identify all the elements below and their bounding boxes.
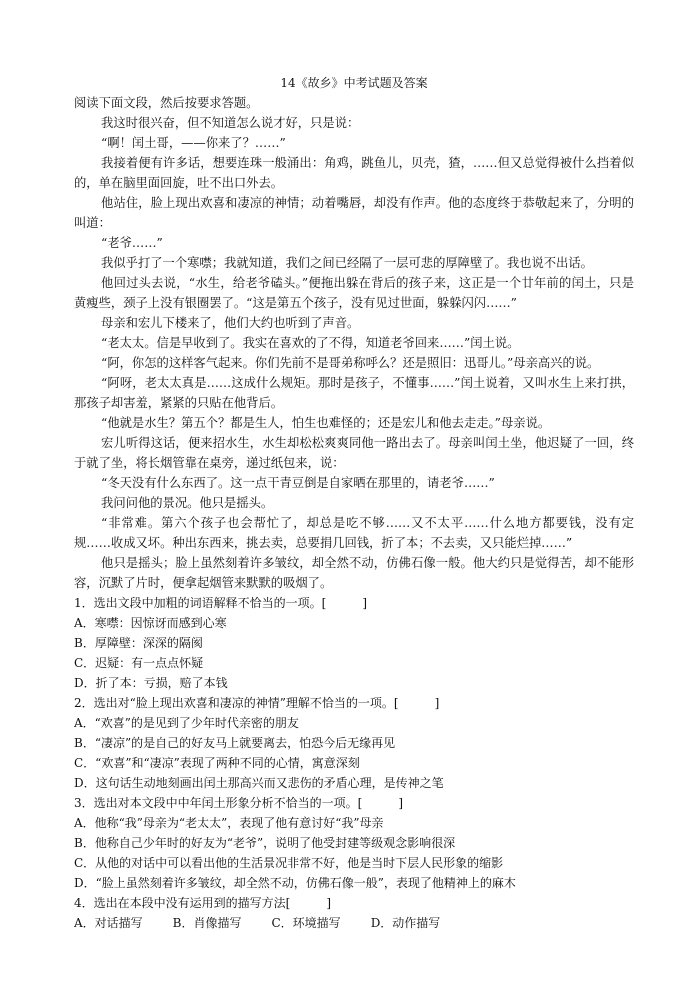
passage-paragraph: 他站住，脸上现出欢喜和凄凉的神情；动着嘴唇，却没有作声。他的态度终于恭敬起来了，分明的叫道： (74, 196, 634, 230)
passage-paragraph: “老爷……” (101, 236, 163, 250)
option-d: D．动作描写 (370, 916, 441, 930)
passage-paragraph: 他回过头去说，“水生，给老爷磕头。”便拖出躲在背后的孩子来，这正是一个廿年前的闰土，只是黄瘦些，颈子上没有银圈罢了。“这是第五个孩子，没有见过世面，躲躲闪闪……” (74, 276, 634, 310)
passage-paragraph: “啊！闰土哥，——你来了？……” (101, 136, 286, 150)
option-c: C．环境描写 (271, 916, 341, 930)
question-2 (74, 693, 634, 793)
option-b: B．他称自己少年时的好友为“老爷”，说明了他受封建等级观念影响很深 (74, 836, 456, 850)
passage-paragraph: 我这时很兴奋，但不知道怎么说才好，只是说： (101, 116, 360, 130)
passage-paragraph: “他就是水生？第五个？都是生人，怕生也难怪的；还是宏儿和他去走走。”母亲说。 (101, 416, 551, 430)
option-a: A．他称“我”母亲为“老太太”，表现了他有意讨好“我”母亲 (74, 816, 384, 830)
passage-paragraph: “冬天没有什么东西了。这一点干青豆倒是自家晒在那里的，请老爷……” (101, 476, 495, 490)
option-d: D．折了本：亏损，赔了本钱 (74, 676, 228, 690)
question-stem: 3．选出对本文段中中年闰土形象分析不恰当的一项。[ ] (74, 796, 404, 810)
option-c: C．迟疑：有一点点怀疑 (74, 656, 204, 670)
question-4 (74, 893, 634, 933)
option-c: C．“欢喜”和“凄凉”表现了两种不同的心情，寓意深刻 (74, 756, 360, 770)
passage-paragraph: 他只是摇头；脸上虽然刻着许多皱纹，却全然不动，仿佛石像一般。他大约只是觉得苦，却不能形容，沉默了片时，便拿起烟管来默默的吸烟了。 (74, 556, 634, 590)
document-page (74, 74, 634, 933)
passage-paragraph: “非常难。第六个孩子也会帮忙了，却总是吃不够……又不太平……什么地方都要钱，没有定规……收成又坏。种出东西来，挑去卖，总要捐几回钱，折了本；不去卖，又只能烂掉……” (74, 516, 634, 550)
option-a: A．寒噤：因惊讶而感到心寒 (74, 616, 227, 630)
question-1 (74, 593, 634, 693)
option-row (74, 913, 634, 933)
option-d: D．“脸上虽然刻着许多皱纹，却全然不动，仿佛石像一般”，表现了他精神上的麻木 (74, 876, 516, 890)
question-stem: 4．选出在本段中没有运用到的描写方法[ ] (74, 896, 331, 910)
passage-paragraph: 我问问他的景况。他只是摇头。 (101, 496, 274, 510)
option-a: A．对话描写 (74, 916, 143, 930)
option-d: D．这句话生动地刻画出闰土那高兴而又悲伤的矛盾心理，是传神之笔 (74, 776, 444, 790)
passage-paragraph: 我似乎打了一个寒噤；我就知道，我们之间已经隔了一层可悲的厚障壁了。我也说不出话。 (101, 256, 593, 270)
passage-instruction: 阅读下面文段，然后按要求答题。 (74, 96, 259, 110)
option-b: B．肖像描写 (172, 916, 242, 930)
option-a: A．“欢喜”的是见到了少年时代亲密的朋友 (74, 716, 299, 730)
passage-paragraph: “老太太。信是早收到了。我实在喜欢的了不得，知道老爷回来……”闰土说。 (101, 336, 520, 350)
question-stem: 1．选出文段中加粗的词语解释不恰当的一项。[ ] (74, 596, 368, 610)
passage-paragraph: 母亲和宏儿下楼来了，他们大约也听到了声音。 (101, 316, 360, 330)
question-stem: 2．选出对“脸上现出欢喜和凄凉的神情”理解不恰当的一项。[ ] (74, 696, 440, 710)
passage-paragraph: “阿，你怎的这样客气起来。你们先前不是哥弟称呼么？还是照旧：迅哥儿。”母亲高兴的说。 (101, 356, 600, 370)
option-b: B．厚障壁：深深的隔阂 (74, 636, 203, 650)
document-title: 14《故乡》中考试题及答案 (280, 76, 428, 90)
passage-paragraph: 我接着便有许多话，想要连珠一般涌出：角鸡，跳鱼儿，贝壳，猹，……但又总觉得被什么挡着似的，单在脑里面回旋，吐不出口外去。 (74, 156, 634, 190)
question-3 (74, 793, 634, 893)
passage-paragraph: 宏儿听得这话，便来招水生，水生却松松爽爽同他一路出去了。母亲叫闰土坐，他迟疑了一回，终于就了坐，将长烟管靠在桌旁，递过纸包来，说： (74, 436, 634, 470)
reading-passage (74, 93, 634, 593)
passage-paragraph: “阿呀，老太太真是……这成什么规矩。那时是孩子，不懂事……”闰土说着，又叫水生上来打拱，那孩子却害羞，紧紧的只贴在他背后。 (74, 376, 634, 410)
option-c: C．从他的对话中可以看出他的生活景况非常不好，他是当时下层人民形象的缩影 (74, 856, 504, 870)
option-b: B．“凄凉”的是自己的好友马上就要离去，怕恐今后无缘再见 (74, 736, 396, 750)
